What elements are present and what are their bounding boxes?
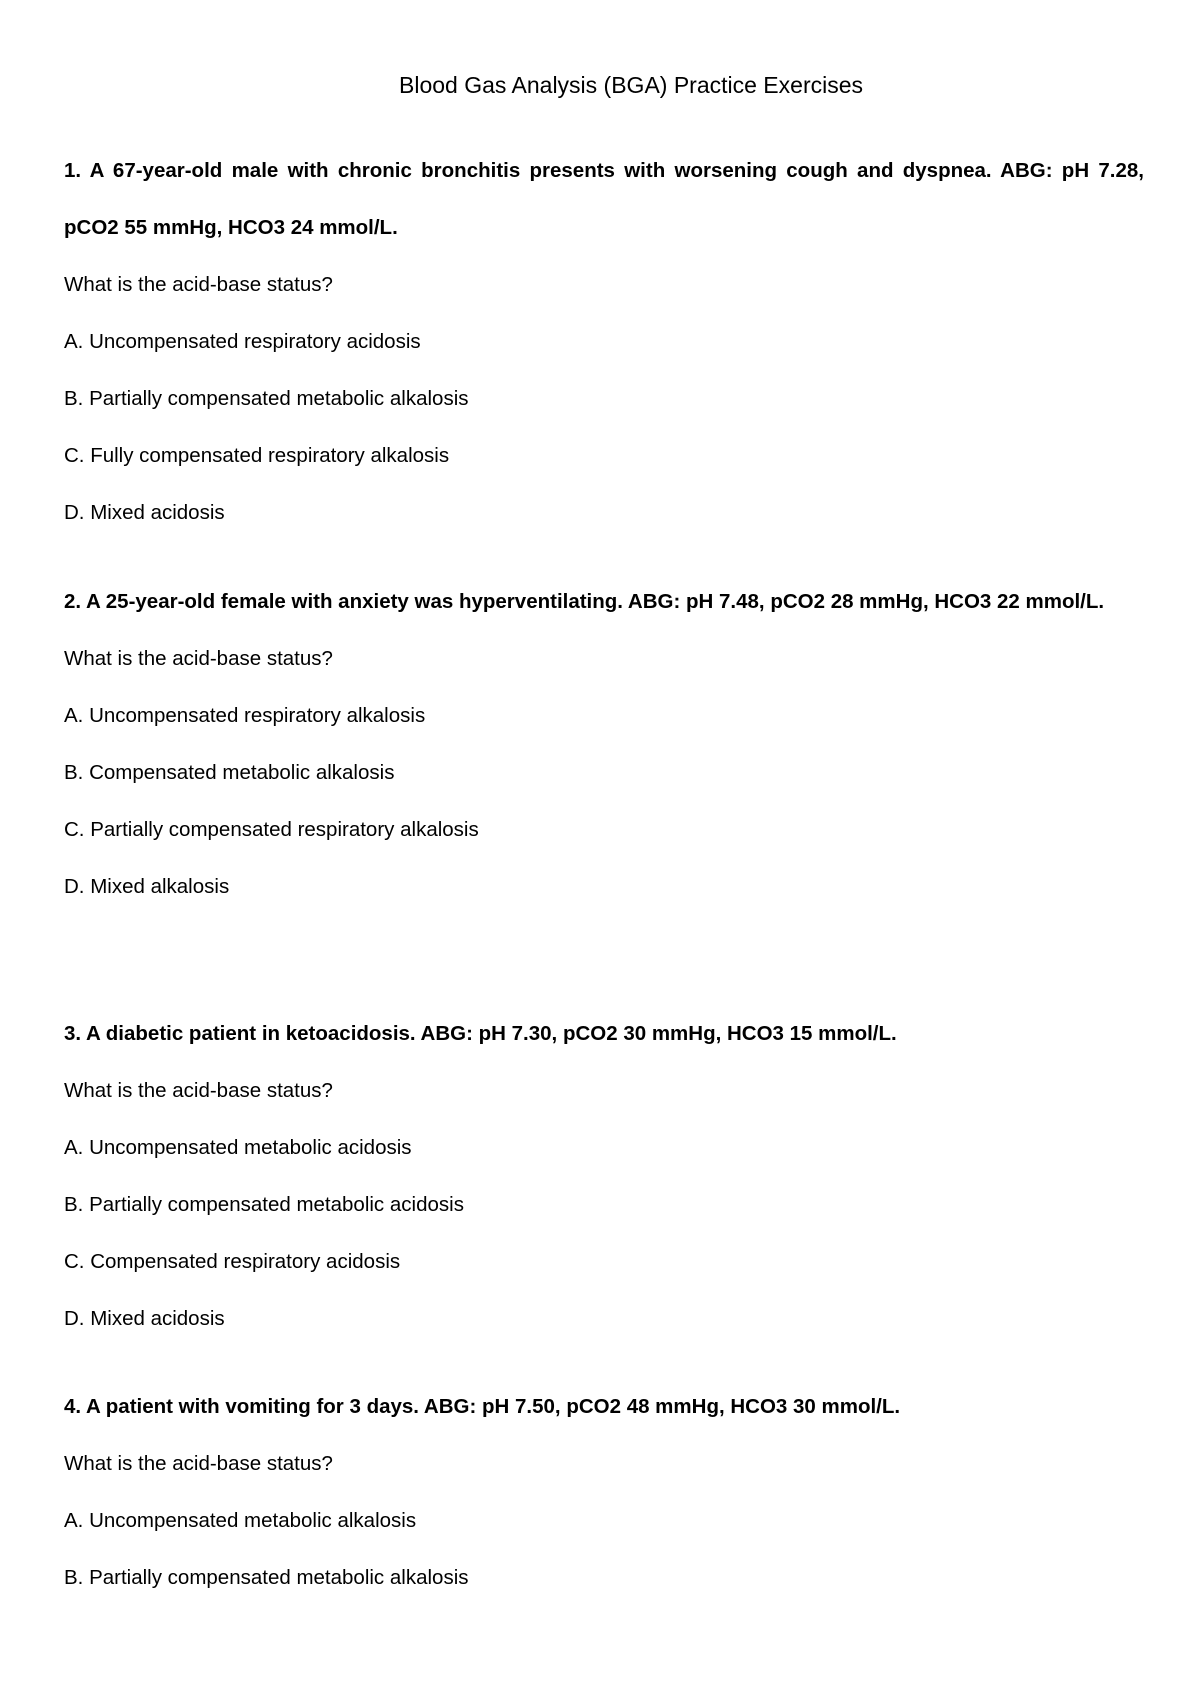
question-prompt: What is the acid-base status? bbox=[64, 273, 333, 296]
question-prompt: What is the acid-base status? bbox=[64, 1079, 333, 1102]
answer-option-a: A. Uncompensated respiratory alkalosis bbox=[64, 704, 426, 727]
question-3 bbox=[64, 1005, 1144, 1347]
question-2 bbox=[64, 573, 1144, 915]
answer-option-c: C. Compensated respiratory acidosis bbox=[64, 1250, 401, 1273]
answer-option-a: A. Uncompensated metabolic alkalosis bbox=[64, 1509, 417, 1532]
answer-option-b: B. Partially compensated metabolic acidosis bbox=[64, 1193, 464, 1216]
answer-option-d: D. Mixed acidosis bbox=[64, 1307, 225, 1330]
question-stem: 2. A 25-year-old female with anxiety was hyperventilating. ABG: pH 7.48, pCO2 28 mmHg, HCO3 22 mmol/L. bbox=[64, 590, 1105, 613]
answer-option-d: D. Mixed alkalosis bbox=[64, 875, 230, 898]
answer-option-c: C. Partially compensated respiratory alkalosis bbox=[64, 818, 479, 841]
question-prompt: What is the acid-base status? bbox=[64, 1452, 333, 1475]
answer-option-a: A. Uncompensated respiratory acidosis bbox=[64, 330, 421, 353]
answer-option-d: D. Mixed acidosis bbox=[64, 501, 225, 524]
question-stem: 3. A diabetic patient in ketoacidosis. ABG: pH 7.30, pCO2 30 mmHg, HCO3 15 mmol/L. bbox=[64, 1022, 897, 1045]
answer-option-b: B. Compensated metabolic alkalosis bbox=[64, 761, 395, 784]
answer-option-a: A. Uncompensated metabolic acidosis bbox=[64, 1136, 412, 1159]
question-stem: 1. A 67-year-old male with chronic bronchitis presents with worsening cough and dyspnea. ABG: pH 7.28, pCO2 55 mmHg, HCO3 24 mmol/L. bbox=[64, 159, 1144, 239]
question-prompt: What is the acid-base status? bbox=[64, 647, 333, 670]
answer-option-b: B. Partially compensated metabolic alkalosis bbox=[64, 1566, 469, 1589]
question-1 bbox=[64, 142, 1144, 541]
question-stem: 4. A patient with vomiting for 3 days. ABG: pH 7.50, pCO2 48 mmHg, HCO3 30 mmol/L. bbox=[64, 1395, 901, 1418]
answer-option-c: C. Fully compensated respiratory alkalosis bbox=[64, 444, 450, 467]
question-4 bbox=[64, 1378, 1144, 1606]
answer-option-b: B. Partially compensated metabolic alkalosis bbox=[64, 387, 469, 410]
document-title: Blood Gas Analysis (BGA) Practice Exercises bbox=[399, 72, 863, 98]
